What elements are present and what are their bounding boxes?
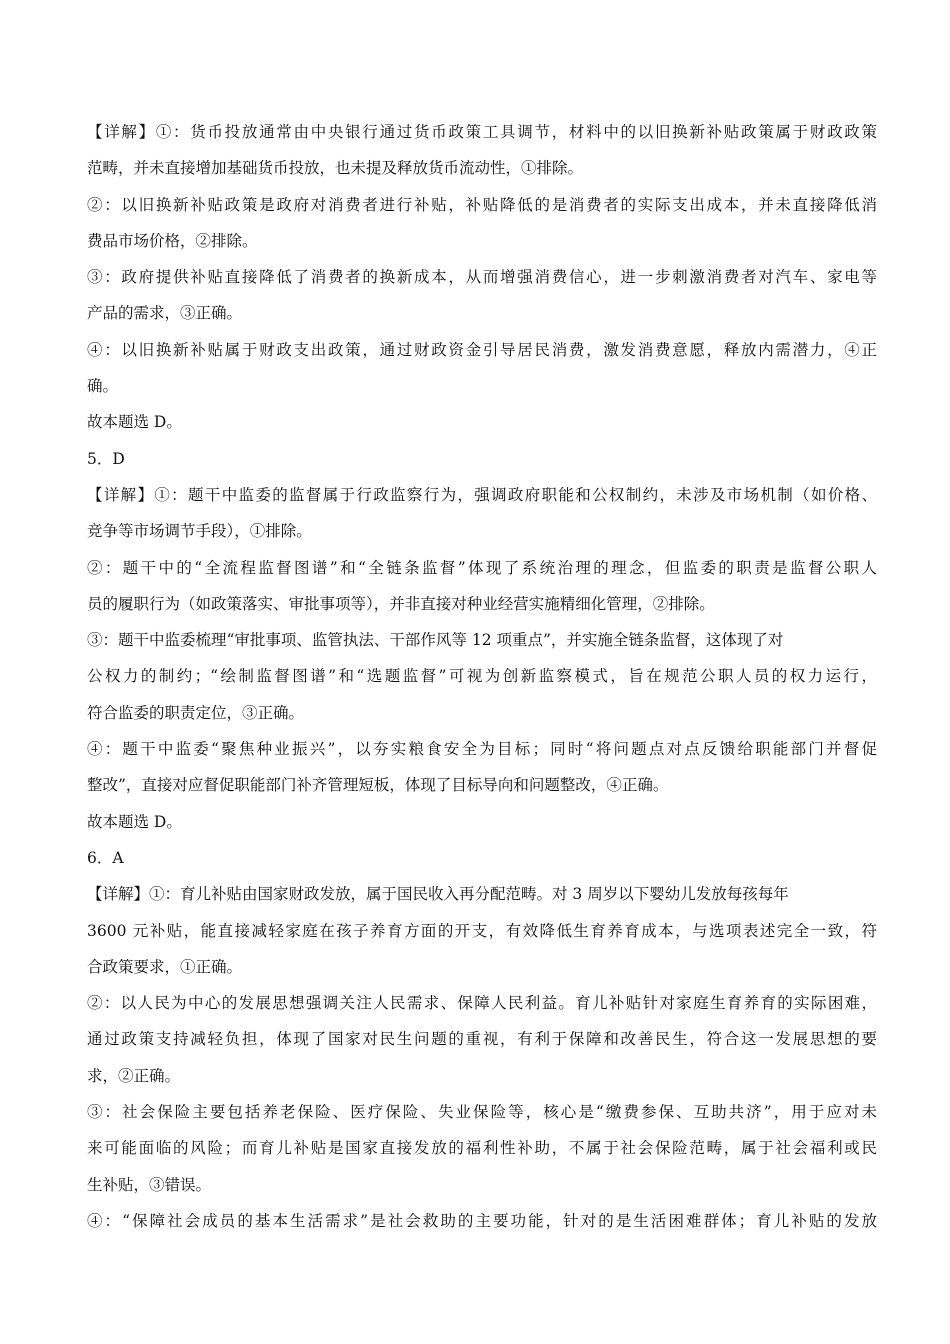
- text-line-16: 公权力的制约；“绘制监督图谱”和“选题监督”可视为创新监察模式，旨在规范公职人员的权力运行，: [87, 667, 877, 686]
- text-line-25: ②：以人民为中心的发展思想强调关注人民需求、保障人民利益。育儿补贴针对家庭生育养育的实际困难，: [87, 994, 877, 1013]
- text-line-7: ④：以旧换新补贴属于财政支出政策，通过财政资金引导居民消费，激发消费意愿，释放内需潜力，④正: [87, 340, 877, 359]
- answer-conclusion-5: 故本题选 D。: [87, 812, 182, 831]
- text-line-5: ③：政府提供补贴直接降低了消费者的换新成本，从而增强消费信心，进一步刺激消费者对汽车、家电等: [87, 268, 877, 287]
- text-line-2: 范畴，并未直接增加基础货币投放，也未提及释放货币流动性，①排除。: [87, 159, 584, 178]
- text-line-12: 竞争等市场调节手段），①排除。: [87, 522, 312, 541]
- text-line-30: 生补贴，③错误。: [87, 1175, 212, 1194]
- text-line-28: ③：社会保险主要包括养老保险、医疗保险、失业保险等，核心是“缴费参保、互助共济”，用于应对未: [87, 1103, 877, 1122]
- document-body: [87, 114, 877, 1239]
- text-line-11: 【详解】①：题干中监委的监督属于行政监察行为，强调政府职能和公权制约，未涉及市场机制（如价格、: [87, 485, 877, 504]
- text-line-13: ②：题干中的“全流程监督图谱”和“全链条监督”体现了系统治理的理念，但监委的职责是监督公职人: [87, 558, 877, 577]
- question-5-answer: 5．D: [87, 449, 125, 468]
- text-line-29: 来可能面临的风险；而育儿补贴是国家直接发放的福利性补助，不属于社会保险范畴，属于社会福利或民: [87, 1139, 877, 1158]
- text-line-4: 费品市场价格，②排除。: [87, 231, 258, 250]
- text-line-3: ②：以旧换新补贴政策是政府对消费者进行补贴，补贴降低的是消费者的实际支出成本，并未直接降低消: [87, 195, 877, 214]
- text-line-27: 求，②正确。: [87, 1066, 181, 1085]
- text-line-14: 员的履职行为（如政策落实、审批事项等），并非直接对种业经营实施精细化管理，②排除。: [87, 594, 715, 613]
- text-line-1: 【详解】①：货币投放通常由中央银行通过货币政策工具调节，材料中的以旧换新补贴政策属于财政政策: [87, 123, 877, 141]
- text-line-23: 3600 元补贴，能直接减轻家庭在孩子养育方面的开支，有效降低生育养育成本，与选项表述完全一致，符: [87, 921, 877, 940]
- text-line-26: 通过政策支持减轻负担，体现了国家对民生问题的重视，有利于保障和改善民生，符合这一发展思想的要: [87, 1030, 877, 1049]
- answer-conclusion-4: 故本题选 D。: [87, 413, 182, 432]
- text-line-31: ④：“保障社会成员的基本生活需求”是社会救助的主要功能，针对的是生活困难群体；育儿补贴的发放: [87, 1211, 877, 1230]
- question-6-answer: 6．A: [87, 848, 124, 867]
- text-line-24: 合政策要求，①正确。: [87, 957, 243, 976]
- text-line-15: ③：题干中监委梳理“审批事项、监管执法、干部作风等 12 项重点”，并实施全链条监督，这体现了对: [87, 631, 784, 650]
- text-line-8: 确。: [87, 377, 119, 396]
- text-line-17: 符合监委的职责定位，③正确。: [87, 703, 305, 722]
- text-line-19: 整改”，直接对应督促职能部门补齐管理短板，体现了目标导向和问题整改，④正确。: [87, 776, 669, 795]
- text-line-18: ④：题干中监委“聚焦种业振兴”，以夯实粮食安全为目标；同时“将问题点对点反馈给职能部门并督促: [87, 740, 877, 759]
- text-line-6: 产品的需求，③正确。: [87, 304, 243, 323]
- text-line-22: 【详解】①：育儿补贴由国家财政发放，属于国民收入再分配范畴。对 3 周岁以下婴幼儿发放每孩每年: [87, 885, 789, 904]
